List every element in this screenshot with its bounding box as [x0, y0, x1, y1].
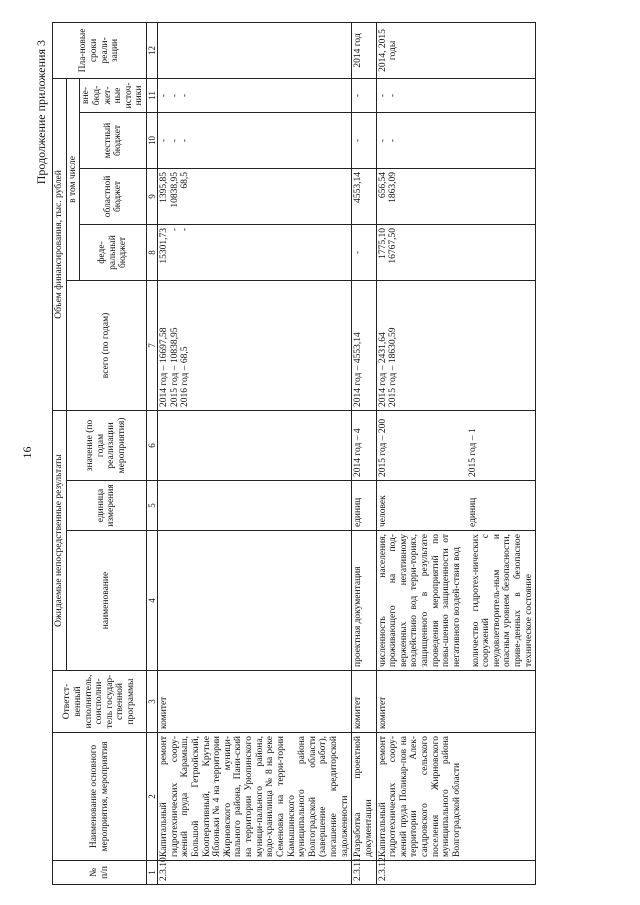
col-number: 9	[147, 168, 158, 224]
col-number: 3	[147, 671, 158, 733]
funding-total	[158, 280, 352, 410]
result-name-line: численность населения, проживающего на под-верженных негативному воздействию вод терри-ториях, защищенного в результате проведения мероприятий по повы-шению защищенности от негативного воздей-ствия вод	[377, 534, 462, 667]
funding-regional-line: 4553,14	[353, 171, 364, 203]
funding-total-line: 2014 год – 2431,64	[377, 332, 388, 407]
funding-total	[352, 280, 376, 410]
header-result-unit: единица измерения	[66, 481, 146, 531]
event-name: Разработка проектной документации	[352, 733, 376, 861]
result-unit	[376, 481, 536, 531]
funding-federal-line: -	[169, 227, 180, 232]
header-offbudget: вне-бюд-жет-ные источ-ники	[80, 78, 147, 112]
funding-offbudget-line: -	[159, 93, 170, 98]
executor: комитет	[376, 671, 536, 733]
header-executor: Ответст-венный исполнитель, соисполни-тель государ-ственной программы	[53, 671, 147, 733]
result-unit: единиц	[352, 481, 376, 531]
funding-federal-line: 16767,50	[388, 227, 399, 264]
header-result-value: значение (по годам реализации мероприятия)	[66, 410, 146, 480]
funding-offbudget	[376, 78, 536, 112]
col-number: 5	[147, 481, 158, 531]
funding-regional-line: 1395,85	[159, 171, 170, 203]
col-number: 1	[147, 861, 158, 885]
funding-offbudget-line: -	[180, 93, 191, 98]
col-number: 4	[147, 531, 158, 671]
planned-terms: 2014 год	[352, 22, 376, 78]
header-funding-total: всего (по годам)	[66, 280, 146, 410]
header-expected-results: Ожидаемые непосредственные результаты	[53, 410, 67, 670]
result-name-line: количество гидротех-нических сооружений с неудовлетворитель-ным и опасным уровнем безопасности, приве-денных в безопасное техническое состояние	[470, 534, 534, 667]
funding-offbudget	[158, 78, 352, 112]
result-unit-line: человек	[377, 495, 388, 527]
appendix-caption: Продолжение приложения 3	[34, 40, 48, 185]
executor: комитет	[352, 671, 376, 733]
funding-local-line: -	[159, 138, 170, 143]
funding-federal	[158, 224, 352, 280]
funding-regional-line: 68,5	[180, 171, 191, 189]
funding-total-line: 2015 год – 18630,59	[388, 327, 399, 407]
funding-federal	[352, 224, 376, 280]
funding-local-line: -	[388, 138, 399, 143]
funding-federal-line: -	[180, 227, 191, 232]
executor: комитет	[158, 671, 352, 733]
funding-offbudget	[352, 78, 376, 112]
result-value-line: 2015 год – 1	[468, 428, 479, 477]
col-number: 7	[147, 280, 158, 410]
funding-local-line: -	[377, 138, 388, 143]
funding-offbudget-line: -	[353, 93, 364, 98]
funding-total	[376, 280, 536, 410]
funding-regional-line: 656,54	[377, 171, 388, 199]
funding-total-line: 2014 год – 4553,14	[353, 332, 364, 407]
header-funding: Объем финансирования, тыс. рублей	[53, 78, 67, 410]
funding-federal-line: -	[353, 250, 364, 255]
col-number: 6	[147, 410, 158, 480]
funding-federal-line: 1775,10	[377, 227, 388, 259]
funding-offbudget-line: -	[169, 93, 180, 98]
result-value: 2014 год – 4	[352, 410, 376, 480]
row-number: 2.3.11.	[352, 861, 376, 885]
program-table	[52, 22, 536, 885]
funding-local-line: -	[169, 138, 180, 143]
funding-local	[376, 112, 536, 168]
funding-federal	[376, 224, 536, 280]
header-event-name: Наименование основного мероприятия, мероприятия	[53, 733, 147, 861]
funding-regional-line: 1863,09	[388, 171, 399, 203]
table-row	[352, 22, 376, 884]
funding-offbudget-line: -	[388, 93, 399, 98]
header-result-name: наименование	[66, 531, 146, 671]
funding-local	[352, 112, 376, 168]
result-unit-line: единиц	[468, 497, 479, 527]
col-number: 10	[147, 112, 158, 168]
result-value	[376, 410, 536, 480]
result-value-line: 2015 год – 200	[377, 418, 388, 477]
funding-regional	[376, 168, 536, 224]
planned-terms: 2014, 2015 годы	[376, 22, 536, 78]
event-name: Капитальный ремонт гидротехнических соору-жений пруда Карамыш, Большой Гетрюйский, Кооперативный, Крутые Яблоньки № 4 на территории Жирновского муници-пального района, Пани-ский на территории Урюпинского муници-пального района, водо-хранилища № 8 на реке Семеновка на терри-тории Камышинского муниципального района Волгоградской области (завершение работ), погашение кредиторской задолженности	[158, 733, 352, 861]
funding-local-line: -	[180, 138, 191, 143]
header-planned-terms: Пла-новые сроки реали-зации	[53, 22, 147, 78]
table-row	[158, 22, 352, 884]
row-number: 2.3.10.	[158, 861, 352, 885]
col-number: 2	[147, 733, 158, 861]
funding-offbudget-line: -	[377, 93, 388, 98]
funding-federal-line: 15301,73	[159, 227, 170, 264]
funding-total-line: 2015 год – 10838,95	[169, 327, 180, 407]
funding-regional	[158, 168, 352, 224]
result-name	[376, 531, 536, 671]
funding-local-line: -	[353, 138, 364, 143]
event-name: Капитальный ремонт гидротехнических соору-жений пруда Поликар-пов на территории Алек-сандровского сельского поселения Жирновского муниципального района Волгоградской области	[376, 733, 536, 861]
funding-regional	[352, 168, 376, 224]
result-value	[158, 410, 352, 480]
col-number: 8	[147, 224, 158, 280]
funding-total-line: 2014 год – 16697,58	[159, 327, 170, 407]
result-name	[158, 531, 352, 671]
funding-regional-line: 10838,95	[169, 171, 180, 208]
funding-local	[158, 112, 352, 168]
funding-total-line: 2016 год – 68,5	[180, 346, 191, 407]
header-federal: феде-ральный бюджет	[80, 224, 147, 280]
col-number: 11	[147, 78, 158, 112]
header-local: местный бюджет	[80, 112, 147, 168]
page-number: 16	[20, 446, 34, 459]
result-name: проектная документация	[352, 531, 376, 671]
header-no: № п/п	[53, 861, 147, 885]
row-number: 2.3.12.	[376, 861, 536, 885]
planned-terms	[158, 22, 352, 78]
header-including: в том числе	[66, 78, 80, 280]
header-regional: областной бюджет	[80, 168, 147, 224]
table-row	[376, 22, 536, 884]
col-number: 12	[147, 22, 158, 78]
result-unit	[158, 481, 352, 531]
